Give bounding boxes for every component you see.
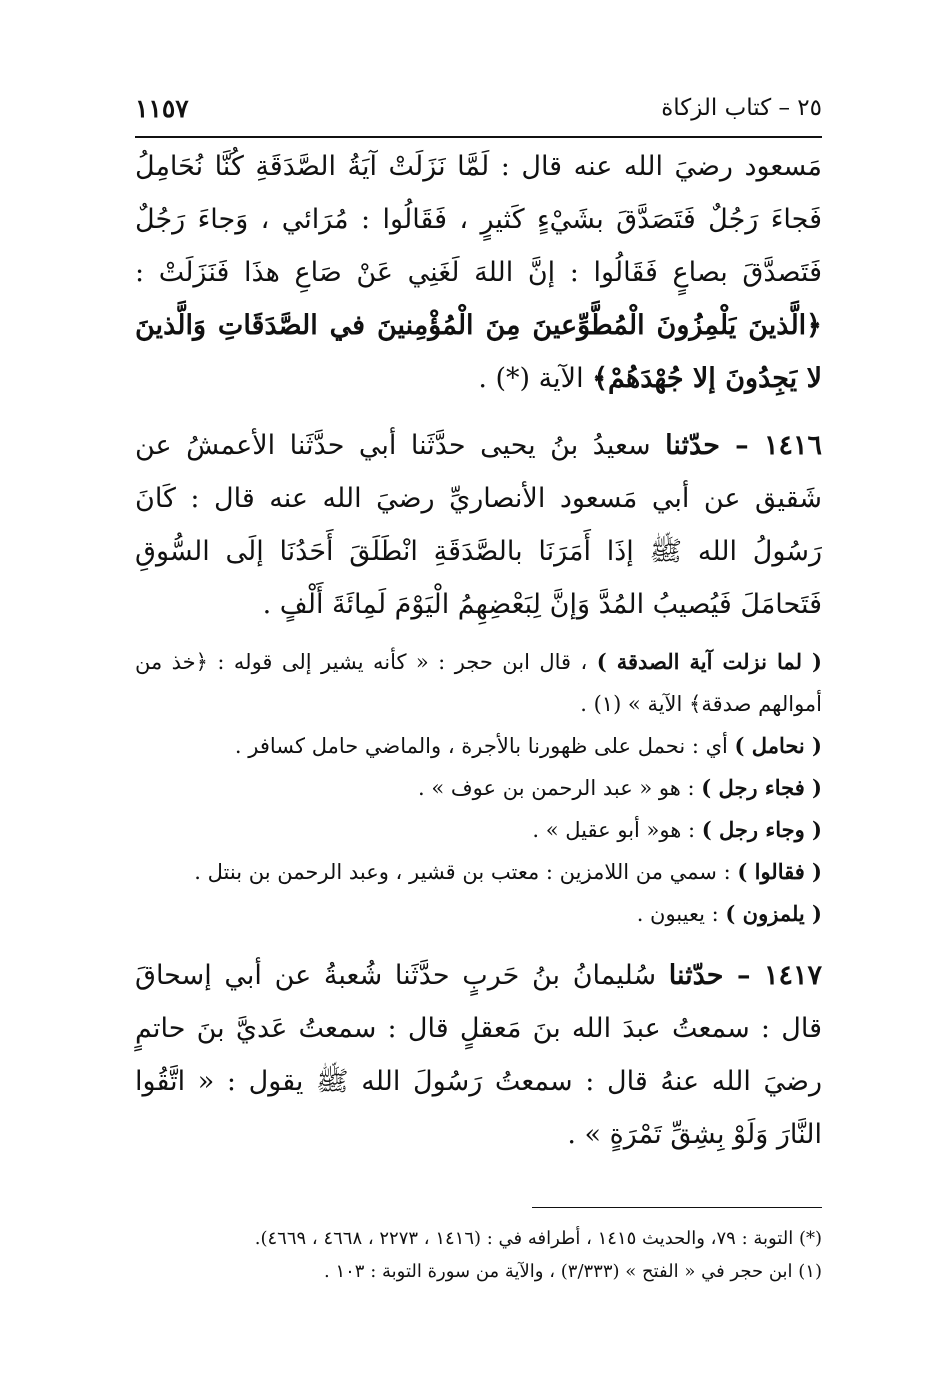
commentary-term: ( نحامل ) xyxy=(734,733,822,758)
commentary-term: ( فقالوا ) xyxy=(737,859,822,884)
hadith-number: ١٤١٧ – حدّثنا xyxy=(668,960,822,991)
footnote: (*) التوبة : ٧٩، والحديث ١٤١٥ ، أطرافه في : (١٤١٦ ، ٢٢٧٣ ، ٤٦٦٨ ، ٤٦٦٩). xyxy=(254,1228,822,1249)
commentary-term: ( وجاء رجل ) xyxy=(701,817,822,842)
commentary-item xyxy=(135,725,822,767)
chapter-title: ٢٥ – كتاب الزكاة xyxy=(661,95,822,121)
commentary-text: : يعيبون . xyxy=(636,902,719,926)
hadith-1416 xyxy=(135,419,822,631)
commentary-item xyxy=(135,809,822,851)
page-number: ١١٥٧ xyxy=(135,93,189,123)
hadith-number: ١٤١٦ – حدّثنا xyxy=(665,430,822,461)
main-text xyxy=(135,140,822,1161)
hadith-text: سعيدُ بنُ يحيى حدَّثَنا أبي حدَّثَنا الأعمشُ عن شَقيق عن أبي مَسعود الأنصاريِّ رضيَ الله عنه قال : كَانَ رَسُولُ الله ﷺ إذَا أَمَرَنَا بالصَّدَقَةِ انْطَلَقَ أَحَدُنَا إلَى السُّوقِ فَتَحامَلَ فَيُصيبُ المُدَّ وَإنَّ لِبَعْضِهِمُ الْيَوْمَ لَمِائَةَ أَلْفٍ . xyxy=(135,430,822,620)
quran-verse: ﴿الَّذينَ يَلْمِزُونَ الْمُطَّوِّعينَ مِنَ الْمُؤْمِنينَ في الصَّدَقَاتِ وَالَّذينَ لا يَجِدُونَ إلا جُهْدَهُمْ﴾ xyxy=(135,310,822,394)
footnotes xyxy=(135,1222,822,1288)
commentary-text: أي : نحمل على ظهورنا بالأجرة ، والماضي حامل كسافر . xyxy=(234,734,728,758)
footnote-rule xyxy=(532,1207,822,1208)
hadith-1415-intro: مَسعود رضيَ الله عنه قال : لَمَّا نَزَلَتْ آيَةُ الصَّدَقَةِ كُنَّا نُحَامِلُ فَجاءَ رَجُلٌ فَتَصَدَّقَ بشَيْءٍ كَثيرٍ ، فَقَالُوا : مُرَائي ، وَجاءَ رَجُلٌ فَتَصدَّقَ بصاعٍ فَقَالُوا : إنَّ اللهَ لَغَنِي عَنْ صَاعِ هذَا فَنَزَلَتْ : xyxy=(135,151,822,288)
commentary-block xyxy=(135,641,822,935)
hadith-1415-continuation xyxy=(135,140,822,405)
commentary-text: : هو « عبد الرحمن بن عوف » . xyxy=(418,776,695,800)
commentary-term: ( فجاء رجل ) xyxy=(701,775,822,800)
hadith-1417 xyxy=(135,949,822,1161)
commentary-text: : سمي من اللامزين : معتب بن قشير ، وعبد الرحمن بن بنتل . xyxy=(194,860,731,884)
header-rule xyxy=(135,136,822,138)
commentary-item xyxy=(135,767,822,809)
commentary-item xyxy=(135,893,822,935)
commentary-item xyxy=(135,851,822,893)
commentary-term: ( لما نزلت آية الصدقة ) xyxy=(596,649,822,674)
hadith-1415-outro: الآية (*) . xyxy=(478,363,584,394)
footnote: (١) ابن حجر في « الفتح » (٣/٣٣٣) ، والآية من سورة التوبة : ١٠٣ . xyxy=(324,1261,822,1282)
commentary-text: : هو« أبو عقيل » . xyxy=(532,818,696,842)
commentary-term: ( يلمزون ) xyxy=(725,901,822,926)
hadith-text: سُليمانُ بنُ حَربٍ حدَّثَنا شُعبةُ عن أبي إسحاقَ قال : سمعتُ عبدَ الله بنَ مَعقلٍ قال : سمعتُ عَديَّ بنَ حاتمٍ رضيَ الله عنهُ قال : سمعتُ رَسُولَ الله ﷺ يقول : « اتَّقُوا النَّارَ وَلَوْ بِشِقِّ تَمْرَةٍ » . xyxy=(135,960,822,1150)
running-header xyxy=(135,86,822,130)
commentary-item xyxy=(135,641,822,725)
commentary-text: ، قال ابن حجر : « كأنه يشير إلى قوله : ﴿خذ من أموالهم صدقة﴾ الآية » (١) . xyxy=(135,650,822,716)
